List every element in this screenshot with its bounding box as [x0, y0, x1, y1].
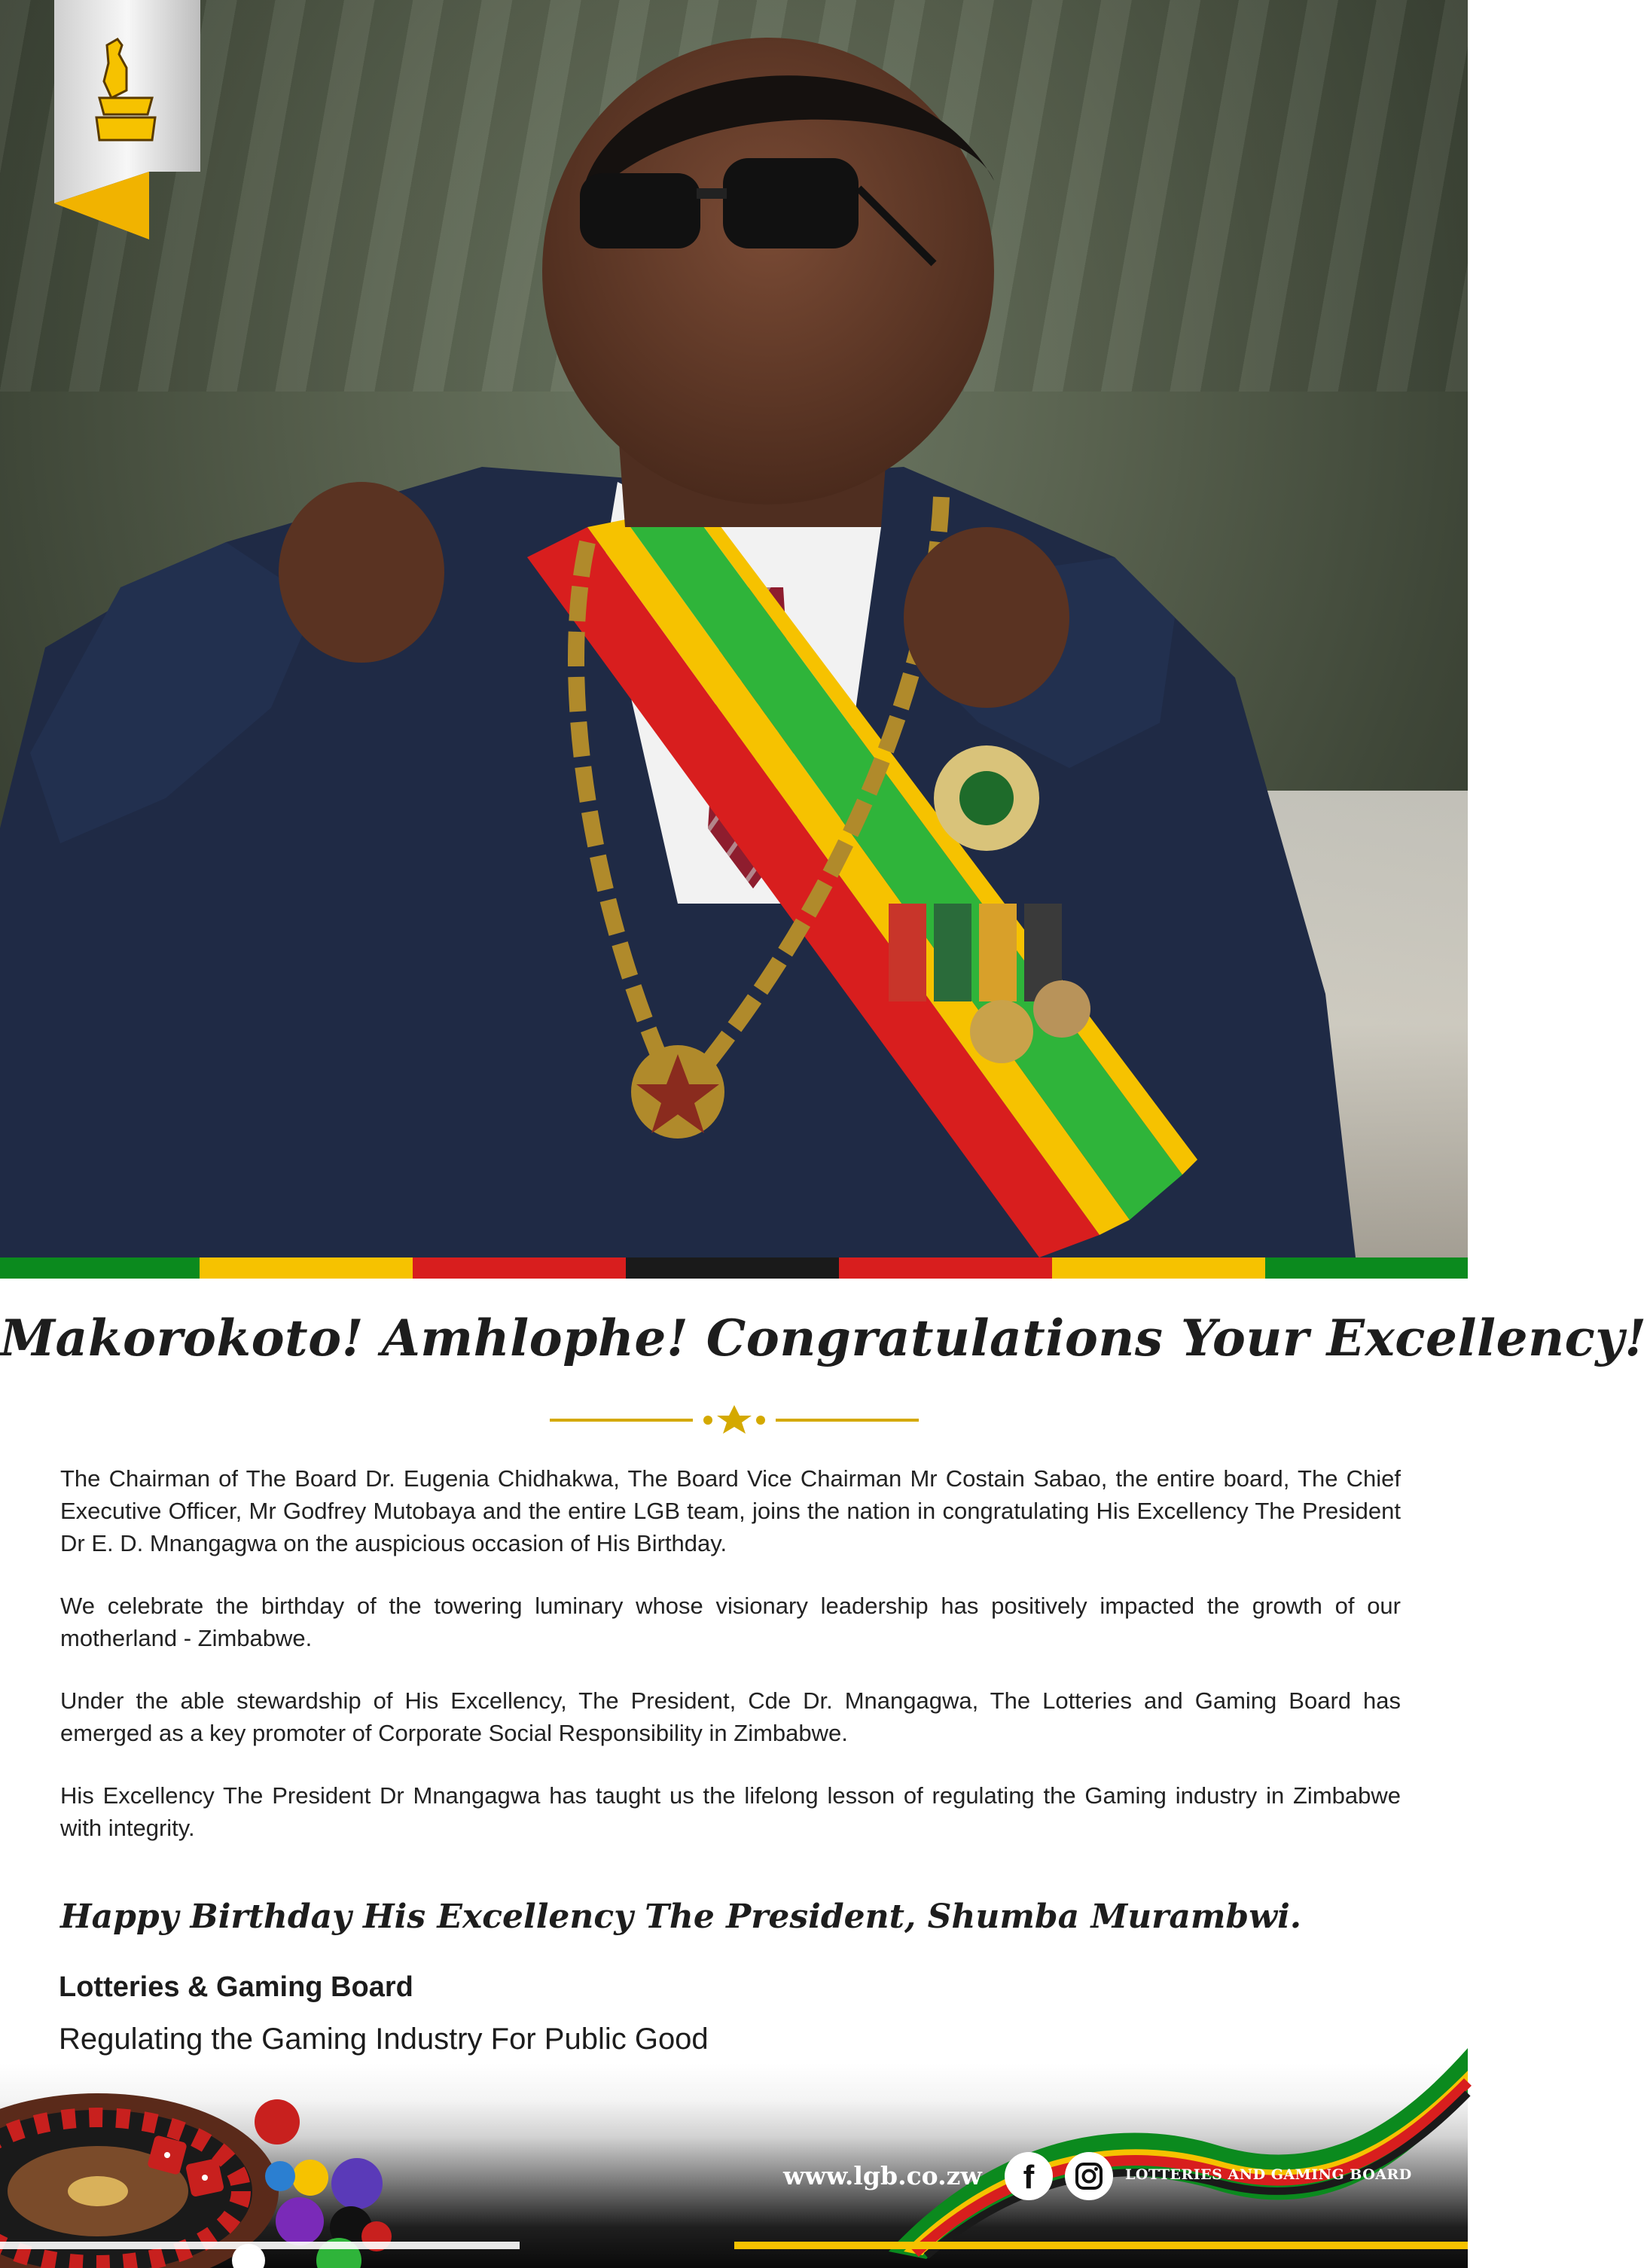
instagram-glyph [1074, 2161, 1104, 2191]
hero-photo [0, 0, 1468, 1257]
facebook-glyph: f [1023, 2159, 1035, 2196]
flag-stripe-black [626, 1257, 839, 1279]
footer-divider-left [0, 2242, 520, 2249]
footer-graphics [0, 2063, 1468, 2268]
organization-name: Lotteries & Gaming Board [59, 1971, 413, 2003]
paragraph-4: His Excellency The President Dr Mnangagwa has taught us the lifelong lesson of regulating the Gaming industry in Zimbabwe with integrity. [60, 1782, 1401, 1841]
birthday-line: Happy Birthday His Excellency The President, Shumba Murambwi. [60, 1898, 1302, 1936]
flag-stripe-red [413, 1257, 626, 1279]
footer [0, 2063, 1468, 2268]
flag-stripe-red-2 [839, 1257, 1052, 1279]
flag-stripe [0, 1257, 1468, 1279]
organization-tagline: Regulating the Gaming Industry For Public Good [59, 2023, 709, 2056]
footer-organization: LOTTERIES AND GAMING BOARD [1125, 2166, 1412, 2183]
paragraph-1: The Chairman of The Board Dr. Eugenia Chidhakwa, The Board Vice Chairman Mr Costain Sabao, the entire board, The Chief Executive Officer, Mr Godfrey Mutobaya and the entire LGB team, joins the nation in congratulating His Excellency The President Dr E. D. Mnangagwa on the auspicious occasion of His Birthday. [60, 1465, 1401, 1556]
flag-stripe-green [0, 1257, 200, 1279]
page-title: Makorokoto! Amhlophe! Congratulations Your Excellency! [0, 1309, 1647, 1367]
facebook-icon[interactable] [1005, 2152, 1053, 2200]
flag-stripe-green-2 [1265, 1257, 1468, 1279]
footer-divider-right [734, 2242, 1468, 2249]
paragraph-2: We celebrate the birthday of the towering luminary whose visionary leadership has positively impacted the growth of our motherland - Zimbabwe. [60, 1593, 1401, 1651]
instagram-icon[interactable] [1065, 2152, 1113, 2200]
zimbabwe-flag-ribbon-icon [889, 2048, 1468, 2259]
zimbabwe-bird-icon [54, 0, 200, 239]
president-portrait-illustration [0, 0, 1468, 1257]
website-link[interactable]: www.lgb.co.zw [783, 2161, 982, 2190]
flag-stripe-yellow [200, 1257, 413, 1279]
paragraph-3: Under the able stewardship of His Excellency, The President, Cde Dr. Mnangagwa, The Lotteries and Gaming Board has emerged as a key promoter of Corporate Social Responsibility in Zimbabwe. [60, 1687, 1401, 1746]
body-text [60, 1462, 1401, 1874]
ornament-divider-icon [542, 1404, 926, 1437]
flag-stripe-yellow-2 [1052, 1257, 1265, 1279]
